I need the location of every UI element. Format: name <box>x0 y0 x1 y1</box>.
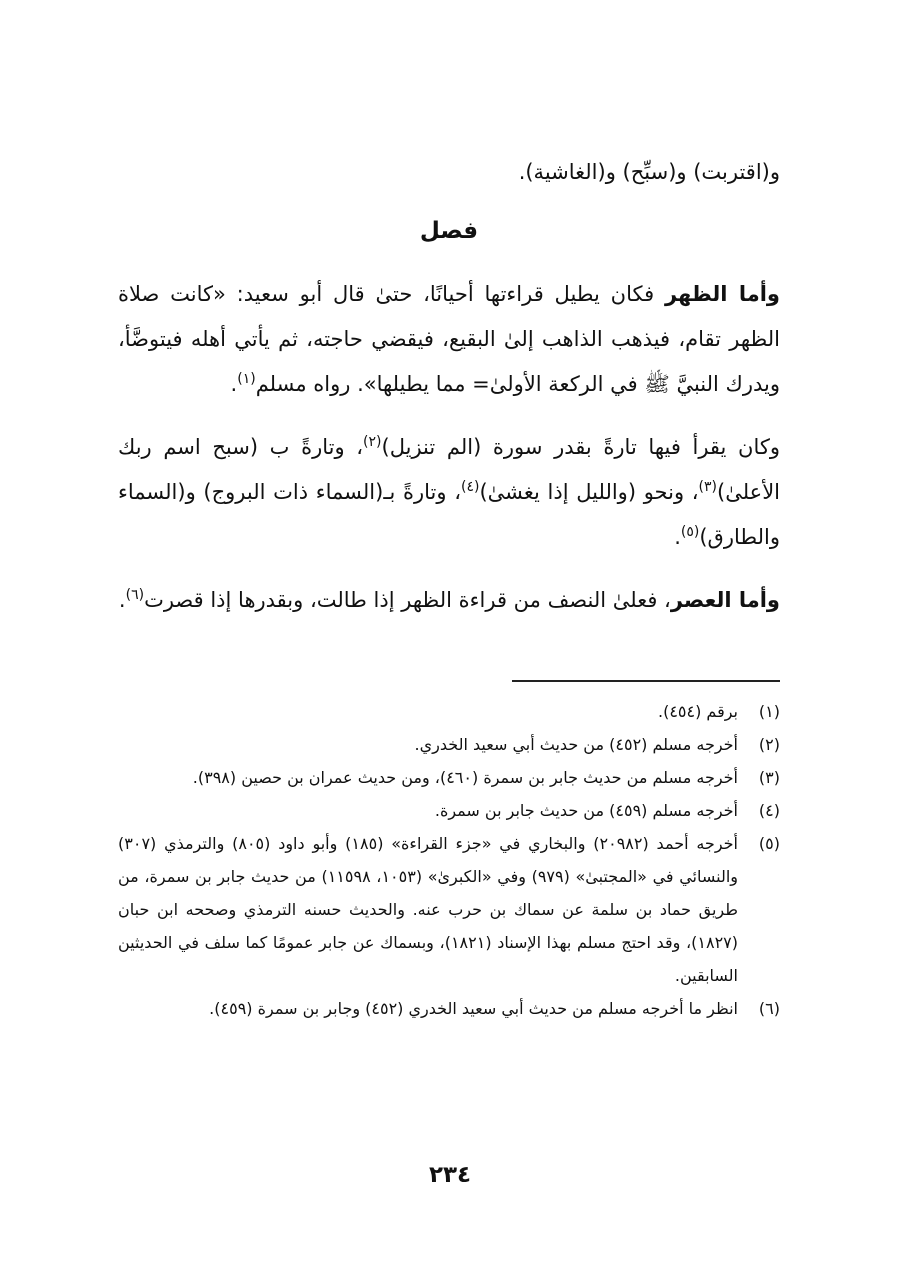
footnote-item <box>118 794 780 827</box>
page-number: ٢٣٤ <box>428 1162 472 1188</box>
footnote-item <box>118 695 780 728</box>
footnote-ref-1[interactable]: (١) <box>237 371 256 387</box>
footnote-ref-2[interactable]: (٢) <box>363 434 382 450</box>
paragraph-text: فكان يطيل قراءتها أحيانًا، حتىٰ قال أبو سعيد: «كانت صلاة الظهر تقام، فيذهب الذاهب إلىٰ البقيع، فيقضي حاجته، ثم يأتي أهله فيتوضَّأ، ويدرك النبيَّ ﷺ في الركعة الأولىٰ= مما يطيلها» <box>118 282 780 396</box>
footnote-ref-4[interactable]: (٤) <box>461 479 480 495</box>
footnote-divider <box>512 680 780 682</box>
footnote-number: (٢) <box>758 735 780 754</box>
opening-line-text: و(اقتربت) و(سبِّح) و(الغاشية). <box>518 160 780 184</box>
paragraph-asr <box>118 578 780 623</box>
paragraph-text: وكان يقرأ فيها تارةً بقدر سورة (الم تنزيل) <box>381 435 780 459</box>
opening-line <box>118 150 780 195</box>
footnote-item <box>118 992 780 1025</box>
paragraph-lead-dhuhr: وأما الظهر <box>664 282 780 306</box>
paragraph-text: ، وتارةً بـ(السماء ذات البروج) و(السماء والطارق) <box>118 480 780 549</box>
footnote-item <box>118 827 780 992</box>
paragraph-text: ، فعلىٰ النصف من قراءة الظهر إذا طالت، وبقدرها إذا قصرت <box>144 588 671 612</box>
footnote-text: أخرجه مسلم (٤٥٢) من حديث أبي سعيد الخدري. <box>414 735 738 754</box>
footnote-ref-3[interactable]: (٣) <box>698 479 718 495</box>
footnote-item <box>118 761 780 794</box>
footnote-number: (١) <box>758 702 780 721</box>
footnote-text: أخرجه مسلم (٤٥٩) من حديث جابر بن سمرة. <box>434 801 738 820</box>
footnote-number: (٣) <box>758 768 780 787</box>
paragraph-lead-asr: وأما العصر <box>670 588 780 612</box>
paragraph-end: . <box>674 525 681 549</box>
footnotes-section <box>118 695 780 1025</box>
paragraph-end: . <box>118 588 126 612</box>
footnote-ref-6[interactable]: (٦) <box>125 587 145 603</box>
paragraph-recitation <box>118 425 780 560</box>
footnote-text: انظر ما أخرجه مسلم من حديث أبي سعيد الخدري (٤٥٢) وجابر بن سمرة (٤٥٩). <box>209 999 738 1018</box>
footnote-text: أخرجه مسلم من حديث جابر بن سمرة (٤٦٠)، ومن حديث عمران بن حصين (٣٩٨). <box>192 768 738 787</box>
main-text <box>118 150 780 641</box>
footnote-number: (٤) <box>758 801 780 820</box>
footnote-item <box>118 728 780 761</box>
section-heading: فصل <box>419 218 479 244</box>
footnote-ref-5[interactable]: (٥) <box>680 524 700 540</box>
paragraph-text: . رواه مسلم <box>255 372 364 396</box>
footnote-text: أخرجه أحمد (٢٠٩٨٢) والبخاري في «جزء القراءة» (١٨٥) وأبو داود (٨٠٥) والترمذي (٣٠٧) والنسائي في «المجتبىٰ» (٩٧٩) وفي «الكبرىٰ» (١٠٥٣، ١١٥٩٨) من حديث جابر بن سمرة، من طريق حماد بن سلمة عن سماك بن حرب عنه. والحديث حسنه الترمذي وصححه ابن حبان (١٨٢٧)، وقد احتج مسلم بهذا الإسناد (١٨٢١)، وبسماك عن جابر عمومًا كما سلف في الحديثين السابقين. <box>118 834 739 985</box>
footnote-number: (٥) <box>758 834 780 853</box>
footnote-number: (٦) <box>758 999 780 1018</box>
paragraph-dhuhr: وأما الظهر فكان يطيل قراءتها أحيانًا، حتىٰ قال أبو سعيد: «كانت صلاة الظهر تقام، فيذهب الذاهب إلىٰ البقيع، فيقضي حاجته، ثم يأتي أهله فيتوضَّأ، ويدرك النبيَّ ﷺ في الركعة الأولىٰ= مما يطيلها». رواه مسلم$^{(١)}$. <box>118 282 780 396</box>
footnote-text: برقم (٤٥٤). <box>657 702 738 721</box>
paragraph-text: ، وتارةً ب (سبح اسم ربك الأعلىٰ) <box>118 435 781 504</box>
paragraph-text: ، ونحو (والليل إذا يغشىٰ) <box>479 480 699 504</box>
